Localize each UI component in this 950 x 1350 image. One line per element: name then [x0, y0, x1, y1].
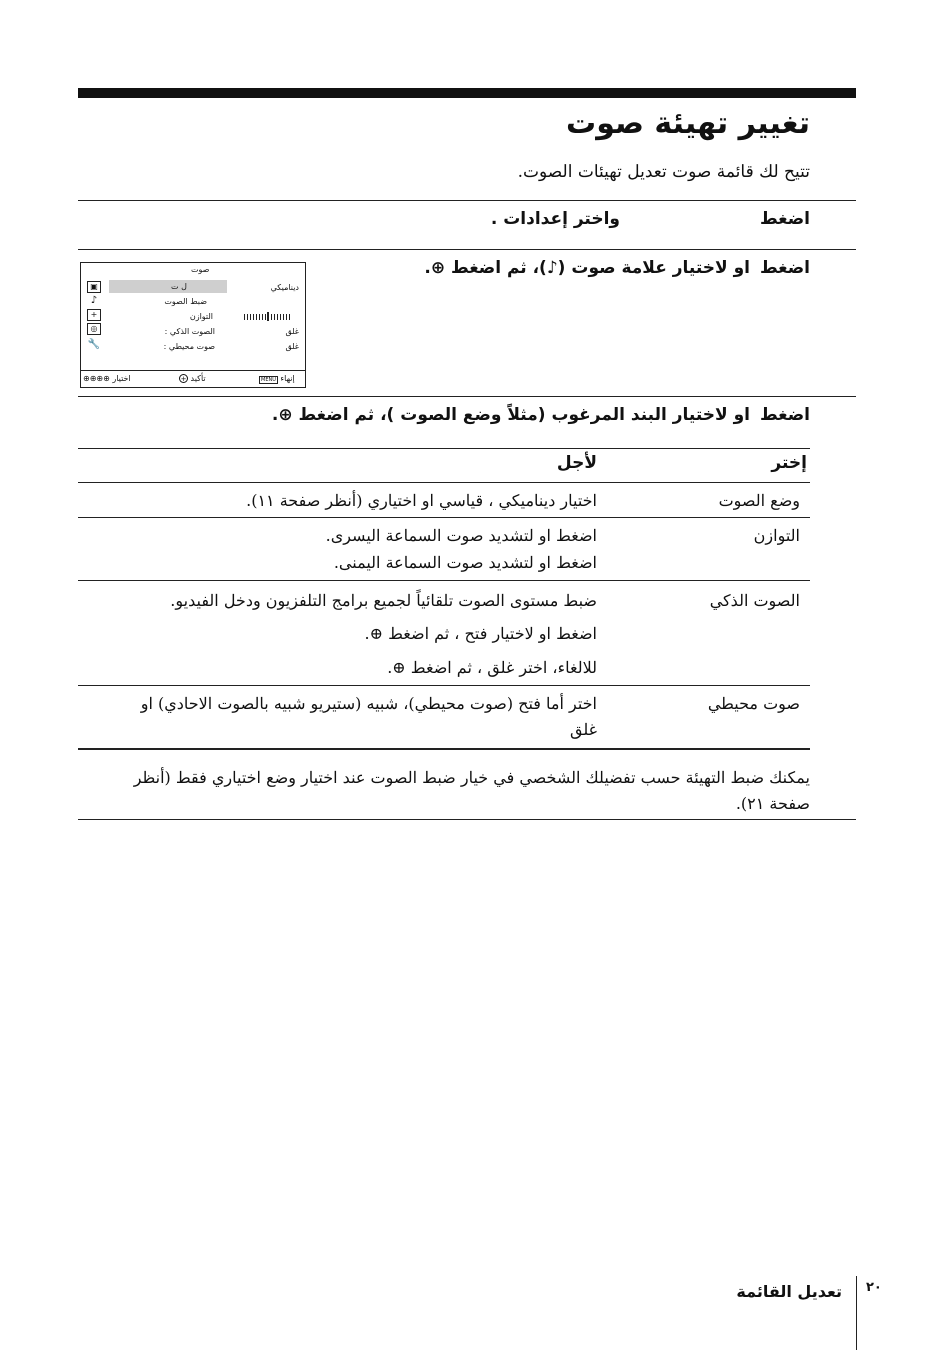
- footer-section-title: تعديل القائمة: [736, 1282, 842, 1301]
- table-row-name: الصوت الذكي: [709, 591, 800, 610]
- table-row-rule: [78, 580, 810, 581]
- channel-icon: +: [87, 309, 101, 321]
- balance-marker: [267, 312, 269, 321]
- table-row-line: اضغط او لتشديد صوت السماعة اليسرى.: [325, 526, 597, 545]
- enter-icon: +: [180, 375, 187, 383]
- tv-sound-menu-illustration: [80, 262, 306, 388]
- tv-menu-highlight: [109, 280, 227, 293]
- tv-menu-item-label: الصوت الذكي :: [164, 327, 215, 336]
- divider: [78, 249, 856, 250]
- table-header-rule: [78, 482, 810, 483]
- tv-menu-title: صوت: [191, 265, 210, 274]
- table-row-rule: [78, 517, 810, 518]
- step-2-text: او لاختيار علامة صوت (♪)، ثم اضغط ⊕.: [424, 258, 750, 278]
- table-row-name: التوازن: [753, 526, 800, 545]
- note-text: يمكنك ضبط التهيئة حسب تفضيلك الشخصي في خيار ضبط الصوت عند اختيار وضع اختياري فقط (أنظر صفحة ٢١).: [133, 768, 810, 813]
- tv-menu-footer-divider: [81, 370, 305, 371]
- wrench-icon: 🔧: [87, 339, 101, 350]
- step-2-label: اضغط: [759, 258, 810, 278]
- tv-menu-item-value: ديناميكي: [270, 283, 299, 292]
- table-row-line: اختر أما فتح (صوت محيطي)، شبيه (ستيريو شبيه بالصوت الاحادي) او: [140, 694, 597, 713]
- table-top-rule: [78, 448, 810, 449]
- tv-icon: ◎: [87, 323, 101, 335]
- footer-divider: [856, 1276, 857, 1350]
- table-row-name: صوت محيطي: [707, 694, 800, 713]
- tv-footer-select-label: اختيار: [112, 374, 131, 383]
- table-bottom-rule: [78, 748, 810, 750]
- step-3-text: او لاختيار البند المرغوب (مثلاً وضع الصوت )، ثم اضغط ⊕.: [271, 405, 750, 425]
- tv-menu-item-label: التوازن: [189, 312, 213, 321]
- divider: [78, 200, 856, 201]
- table-row-line: للالغاء، اختر غلق ، ثم اضغط ⊕.: [387, 658, 597, 677]
- tv-footer-select: [83, 374, 131, 383]
- step-3-label: اضغط: [759, 405, 810, 425]
- tv-footer-exit-label: إنهاء: [280, 374, 295, 383]
- step-1-text: واختر إعدادات .: [490, 209, 620, 229]
- divider: [78, 819, 856, 820]
- tv-menu-item-value: غلق: [285, 342, 299, 351]
- table-row-rule: [78, 685, 810, 686]
- tv-footer-confirm: [179, 374, 206, 383]
- table-row-line: اضغط او لتشديد صوت السماعة اليمنى.: [333, 553, 597, 572]
- tv-footer-confirm-label: تأكيد: [190, 374, 206, 383]
- page-title: تغيير تهيئة صوت: [566, 106, 810, 141]
- step-1-label: اضغط: [759, 209, 810, 229]
- table-row-name: وضع الصوت: [718, 491, 800, 510]
- table-header-purpose: لأجل: [556, 453, 597, 473]
- tv-menu-item-value: غلق: [285, 327, 299, 336]
- tv-menu-item-label: صوت محيطي :: [163, 342, 215, 351]
- tv-menu-highlight-label: ل ت: [171, 282, 187, 291]
- table-row-line: غلق: [569, 720, 597, 739]
- menu-key-icon: MENU: [261, 377, 276, 383]
- table-row-line: اختيار ديناميكي ، قياسي او اختياري (أنظر صفحة ١١).: [246, 491, 597, 510]
- tv-menu-item-label: ضبط الصوت: [164, 297, 207, 306]
- music-note-icon: ♪: [90, 295, 98, 306]
- picture-icon: ▣: [87, 281, 101, 293]
- table-row-line: اضغط او لاختيار فتح ، ثم اضغط ⊕.: [364, 624, 597, 643]
- divider: [78, 396, 856, 397]
- top-rule: [78, 88, 856, 98]
- table-header-choose: إختر: [771, 453, 807, 473]
- table-row-line: ضبط مستوى الصوت تلقائياً لجميع برامج التلفزيون ودخل الفيديو.: [170, 591, 597, 610]
- arrows-icon: ⊕⊕⊕⊕: [83, 374, 110, 383]
- tv-footer-exit: [259, 374, 295, 383]
- page-number: ٢٠: [866, 1280, 882, 1295]
- page-subtitle: تتيح لك قائمة صوت تعديل تهيئات الصوت.: [517, 162, 810, 182]
